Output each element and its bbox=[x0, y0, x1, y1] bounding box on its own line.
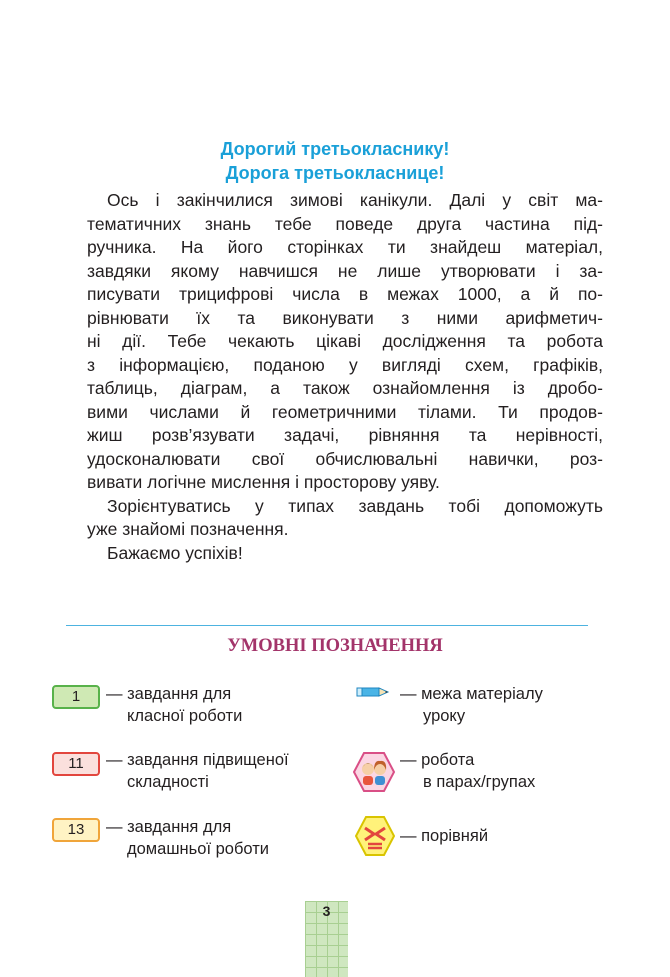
hard-task-badge: 11 bbox=[52, 752, 100, 776]
text-line: уже знайомі позначення. bbox=[87, 519, 289, 539]
text-line: таблиць, діаграм, а також ознайомлення із дробо- bbox=[87, 378, 603, 398]
text-line: Ось і закінчилися зимові канікули. Далі у світ ма- bbox=[107, 190, 603, 210]
legend-pair-work: — робота в парах/групах bbox=[400, 751, 536, 791]
legend-title: УМОВНІ ПОЗНАЧЕННЯ bbox=[227, 636, 443, 656]
text-line: вими числами й геометричними тілами. Ти продов- bbox=[87, 401, 603, 422]
text-line: тематичних знань тебе поведе друга частина під- bbox=[87, 213, 603, 234]
class-work-badge: 1 bbox=[52, 685, 100, 709]
text-line: завдяки якому навчишся не лише утворювати і за- bbox=[87, 260, 603, 281]
text-line: вивати логічне мислення і просторову уяву. bbox=[87, 472, 440, 492]
closing-line: Бажаємо успіхів! bbox=[107, 542, 243, 563]
greeting-line-1: Дорогий третьокласнику! bbox=[220, 139, 450, 159]
text-line: рівнювати їх та виконувати з ними арифметич- bbox=[87, 307, 603, 328]
kids-pair-icon bbox=[353, 752, 395, 792]
legend-home-work: — завдання для домашньої роботи bbox=[106, 818, 270, 858]
text-line: з інформацією, поданою у вигляді схем, графіків, bbox=[87, 354, 603, 375]
text-line: Зорієнтуватись у типах завдань тобі допоможуть bbox=[107, 495, 603, 516]
text-line: писувати трицифрові числа в межах 1000, а й по- bbox=[87, 284, 603, 304]
page-number: 3 bbox=[322, 903, 331, 919]
legend-hard-task: — завдання підвищеної складності bbox=[106, 751, 289, 791]
intro-paragraph bbox=[87, 189, 603, 565]
text-line: жиш розв’язувати задачі, рівняння та нерівності, bbox=[87, 425, 603, 445]
legend-lesson-boundary: — межа матеріалу уроку bbox=[400, 685, 543, 725]
divider-line bbox=[66, 625, 588, 626]
text-line: ні дії. Тебе чекають цікаві дослідження та робота bbox=[87, 331, 603, 351]
home-work-badge: 13 bbox=[52, 818, 100, 842]
legend-compare: — порівняй bbox=[400, 827, 489, 845]
legend-class-work: — завдання для класної роботи bbox=[106, 685, 243, 725]
text-line: ручника. На його сторінках ти знайдеш матеріал, bbox=[87, 237, 603, 257]
text-line: удосконалювати свої обчислювальні навички, роз- bbox=[87, 448, 603, 469]
compare-icon bbox=[355, 816, 395, 856]
greeting-line-2: Дорога третьокласнице! bbox=[225, 163, 445, 183]
pencil-icon bbox=[355, 684, 391, 700]
